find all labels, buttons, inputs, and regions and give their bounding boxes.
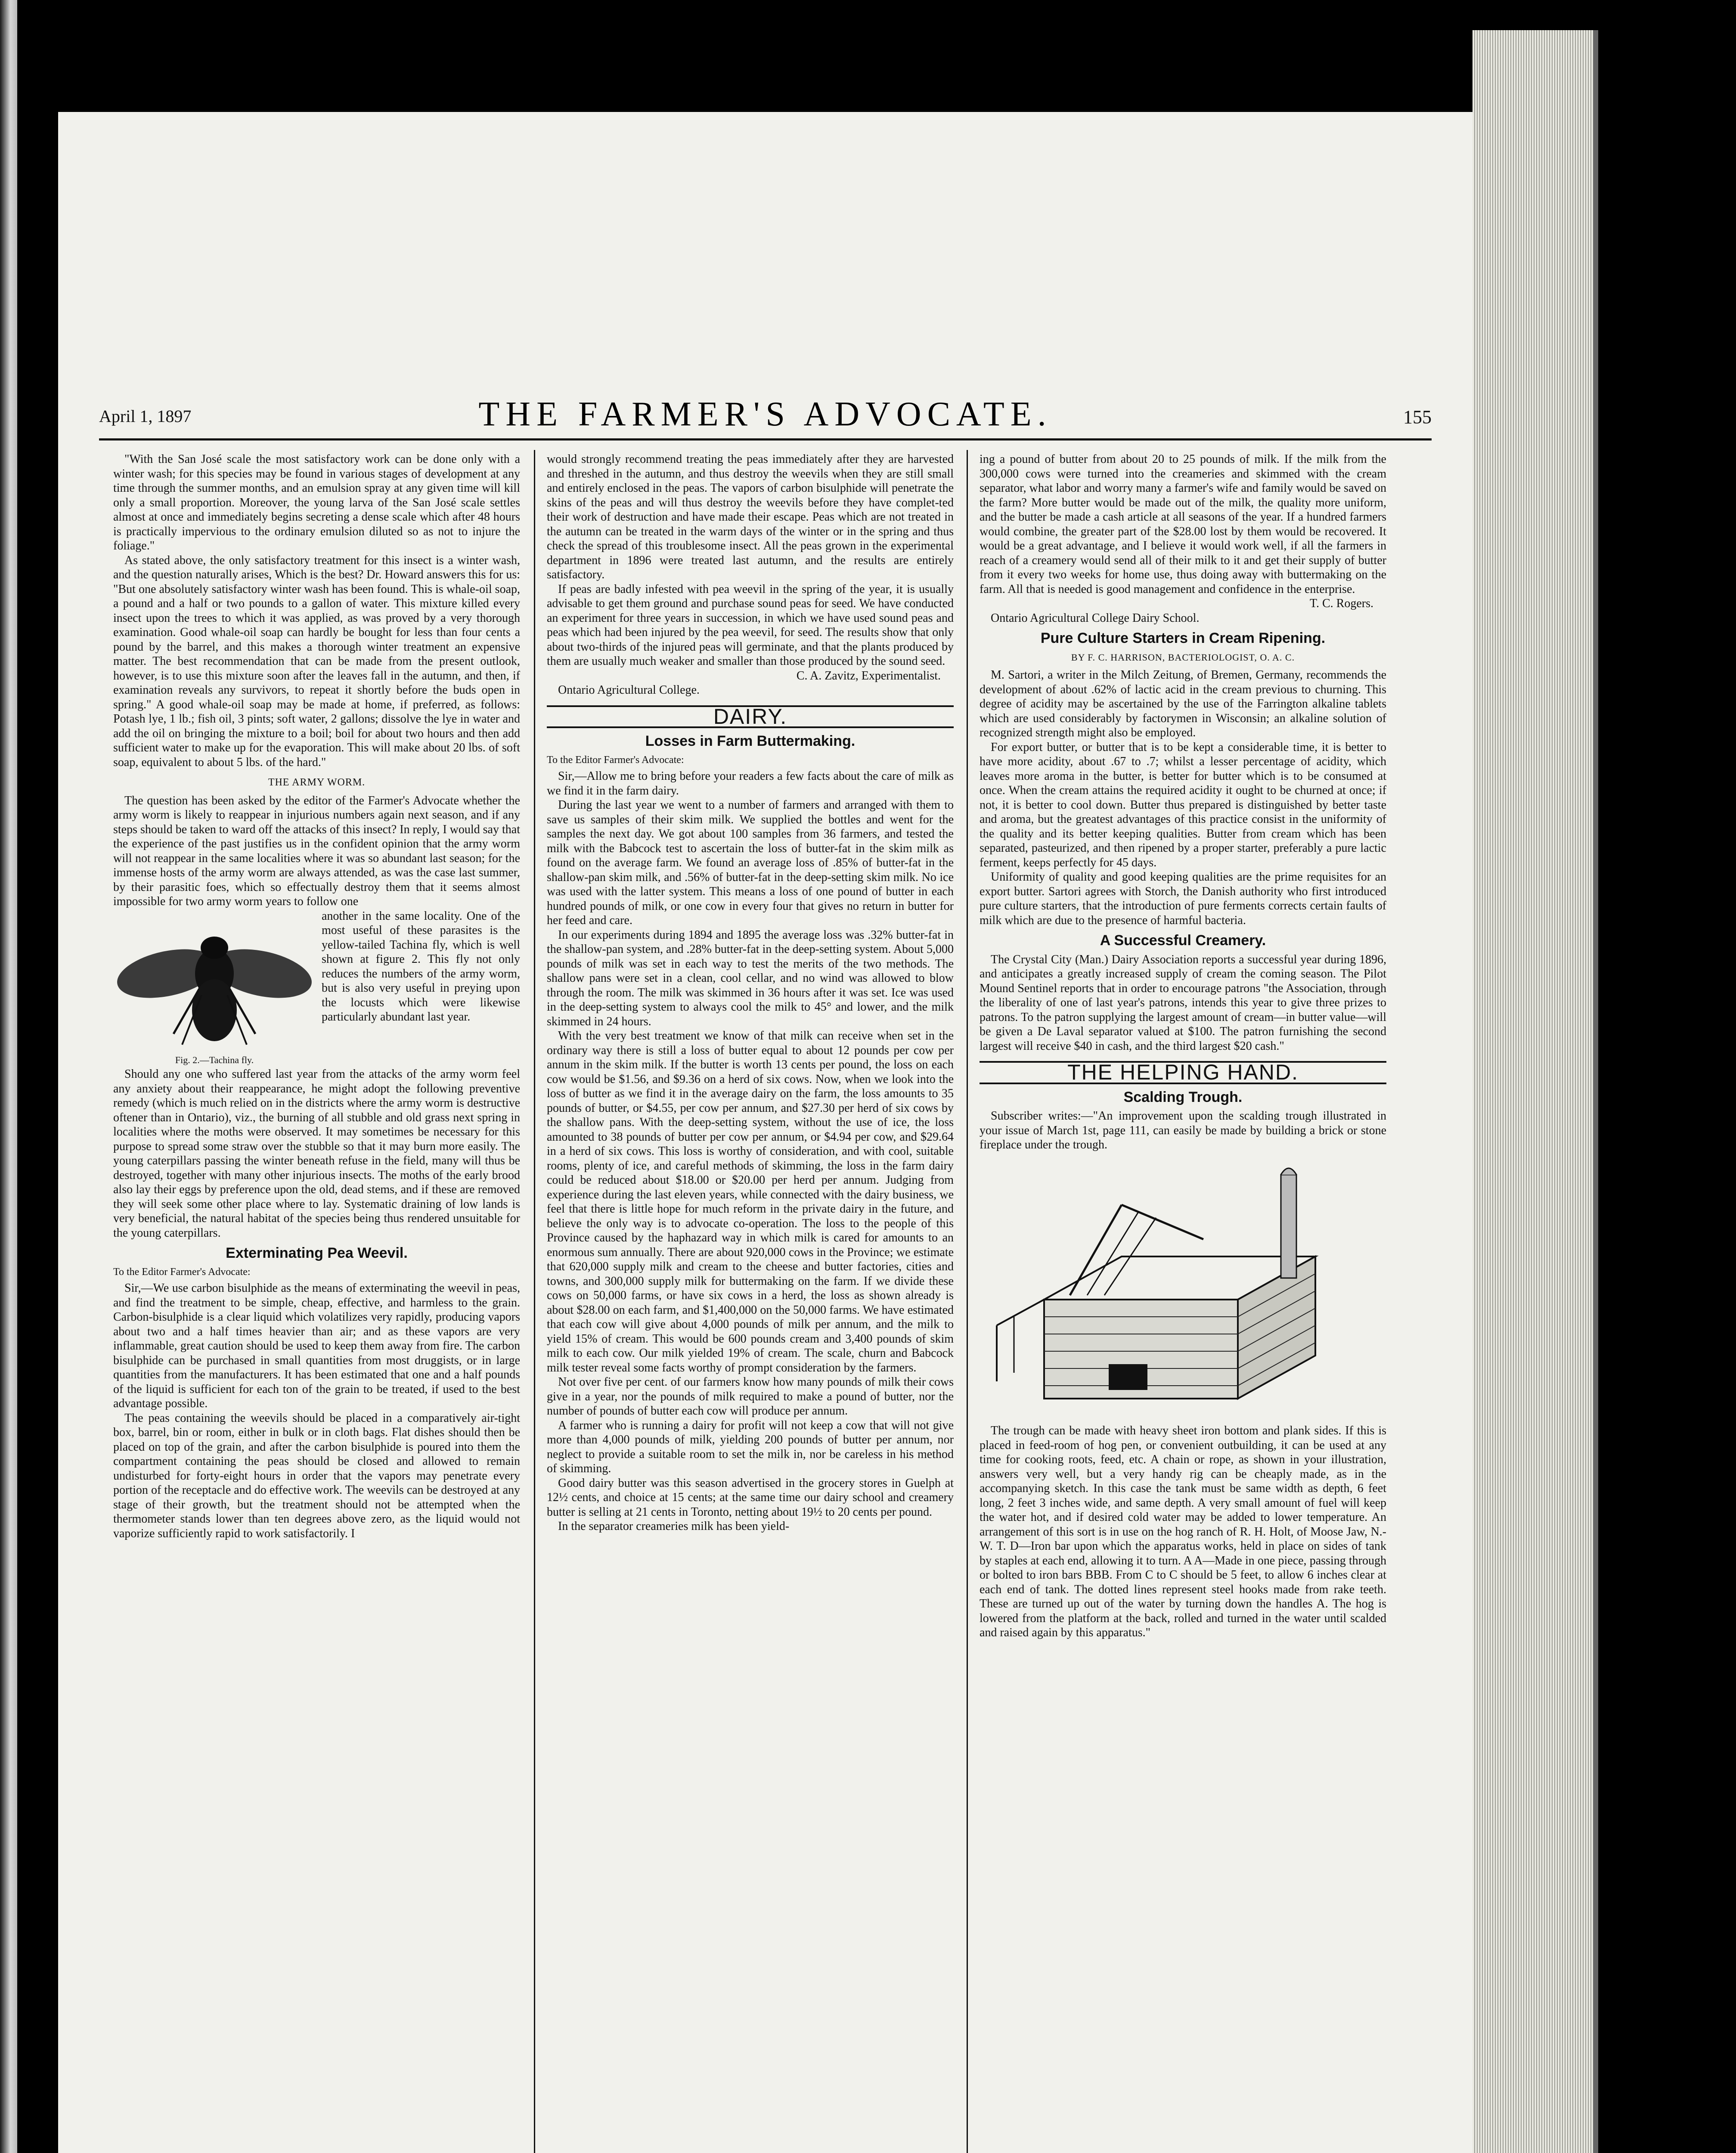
san-jose-quote: "With the San José scale the most satisfactory work can be done only with a winter wash; for this species may be found in various stages of development at any time through the summer months, and an emulsion spray at any given time will kill only a small proportion. Moreover, the young larva of the San José scale settles almost at once and immediately begins secreting a dense scale which after 48 hours is practically impervious to the ordinary emulsion diluted so as not to injure the foliage." [113,453,520,552]
pea-weevil-salutation: To the Editor Farmer's Advocate: [113,1266,251,1278]
losses-paragraph-5: Not over five per cent. of our farmers know how many pounds of milk their cows give in a year, nor the pounds of milk required to make a pound of butter, nor the number of pounds of butter each cow will produce per annum. [547,1375,954,1418]
starters-heading: Pure Culture Starters in Cream Ripening. [1040,630,1326,646]
rogers-signature: T. C. Rogers. [1309,597,1373,610]
column-1 [113,452,520,1541]
masthead-rule [99,438,1432,441]
book-edge [1593,30,1598,2153]
rogers-affiliation: Ontario Agricultural College Dairy School. [991,611,1200,625]
losses-paragraph-2: During the last year we went to a number of farmers and arranged with them to save us samples of their skim milk. We supplied the bottles and went for the samples the next day. We got about 100 samples from 36 farmers, and tested the milk with the Babcock test to ascertain the loss of butter-fat in the skim milk as found on the average farm. We found an average loss of .85% of butter-fat in the shallow-pan skim milk, and .56% of butter-fat in the deep-setting skim milk. No ice was used with the latter system. This means a loss of one pound of butter in each hundred pounds of milk, or one cow in every four that gives no return in butter for her feed and care. [547,798,954,927]
army-worm-remedy-paragraph: Should any one who suffered last year from the attacks of the army worm feel any anxiety about their reappearance, he might adopt the following preventive remedy (which is much relied on in the districts where the army worm is destructive oftener than in Ontario), viz., the burning of all stubble and old grass next spring in localities where the moths were observed. It may sometimes be necessary for this purpose to spread some straw over the stubble so that it may burn more easily. The young caterpillars passing the winter beneath refuse in the field, many will thus be destroyed, together with many other injurious insects. The moths of the early brood also lay their eggs by preference upon the old, dead stems, and if these are removed they will seek some other place where to lay. Systematic draining of low lands is very beneficial, the natural habitat of the species being thus rendered unsuitable for the young caterpillars. [113,1067,520,1240]
masthead [99,395,1432,433]
starters-paragraph-2: For export butter, or butter that is to be kept a considerable time, it is better to have more acidity, about .67 to .7; whilst a lesser percentage of acidity, which leaves more aroma in the butter, is better for butter which is to be consumed at once. When the cream attains the required acidity it ought to be churned at once; if not, it is better to cool down. Butter thus prepared is distinguished by better taste and aroma, but the greatest advantages of this practice consist in the uniformity of the quality and its better keeping qualities. Butter from cream which has been separated, pasteurized, and then ripened by a proper starter, preferably a pure lactic ferment, keeps perfectly for 45 days. [980,740,1386,869]
zavitz-signature: C. A. Zavitz, Experimentalist. [796,669,941,683]
pea-weevil-paragraph-1: Sir,—We use carbon bisulphide as the means of exterminating the weevil in peas, and find the treatment to be simple, cheap, effective, and harmless to the grain. Carbon-bisulphide is a clear liquid which volatilizes very rapidly, producing vapors about two and a half times heavier than air; and as these vapors are very inflammable, great caution should be used to keep them away from fire. The carbon bisulphide can be purchased in small quantities from most druggists, or in large quantities from the manufacturers. It has been estimated that one and a half pounds of the liquid is sufficient for each ton of the grain to be treated, if used to the best advantage possible. [113,1281,520,1410]
trough-paragraph-2: The trough can be made with heavy sheet iron bottom and plank sides. If this is placed in feed-room of hog pen, or convenient outbuilding, it can be used at any time for cooking roots, feed, etc. A chain or rope, as shown in your illustration, answers very well, but a very handy rig can be cheaply made, as in the accompanying sketch. In this case the tank must be same width as depth, 6 feet long, 2 feet 3 inches wide, and same depth. A very small amount of fuel will keep the water hot, and if desired cold water may be added to lower temperature. An arrangement of this sort is in use on the hog ranch of R. H. Holt, of Moose Jaw, N.-W. T. D—Iron bar upon which the apparatus works, held in place on sides of tank by staples at each end, allowing it to turn. A A—Made in one piece, passing through or bolted to iron bars BBB. From C to C should be 5 feet, to allow 6 inches clear at each end of tank. The dotted lines represent steel hooks made from rake teeth. These are turned up out of the water by turning down the handles A. The hog is lowered from the platform at the back, rolled and turned in the water until scalded and raised again by this apparatus." [980,1424,1386,1639]
dairy-section-header: DAIRY. [547,705,954,729]
losses-paragraph-8: In the separator creameries milk has been yield- [558,1520,790,1533]
column-2 [547,452,954,1534]
losses-salutation: To the Editor Farmer's Advocate: [547,754,684,766]
starters-paragraph-3: Uniformity of quality and good keeping qualities are the prime requisites for an export butter. Sartori agrees with Storch, the Danish authority who first introduced pure culture starters, that the introduction of pure ferments corrects certain faults of milk which are due to the presence of harmful bacteria. [980,870,1386,927]
losses-paragraph-7: Good dairy butter was this season advertised in the grocery stores in Guelph at 12½ cents, and choice at 15 cents; at the same time our dairy school and creamery butter is selling at 21 cents in Toronto, netting about 19½ to 20 cents per pound. [547,1476,954,1519]
losses-paragraph-6: A farmer who is running a dairy for profit will not keep a cow that will not give more than 4,000 pounds of milk, yielding 200 pounds of butter per annum, nor neglect to provide a suitable room to set the milk in, nor be careless in his method of skimming. [547,1418,954,1475]
creamery-paragraph: The Crystal City (Man.) Dairy Association reports a successful year during 1896, and anticipates a greatly increased supply of cream the coming season. The Pilot Mound Sentinel reports that in order to encourage patrons "the Association, through the liberality of one of last year's patrons, intends this year to give three prizes to patrons. To the patron supplying the largest amount of cream—in butter value—will be given a De Laval separator valued at $100. The patron furnishing the second largest will receive $40 in cash, and the third largest $20 cash." [980,952,1386,1053]
pea-weevil-paragraph-2: The peas containing the weevils should be placed in a comparatively air-tight box, barrel, bin or room, either in bulk or in cloth bags. Flat dishes should then be placed on top of the grain, and after the carbon bisulphide is poured into them the compartment containing the peas should be closed and allowed to remain undisturbed for forty-eight hours in order that the vapors may penetrate every portion of the receptacle and do effective work. The weevils can be destroyed at any stage of their growth, but the treatment should not be attempted when the thermometer stands lower than ten degrees above zero, as the liquid would not vaporize sufficiently rapid to work satisfactorily. I [113,1411,520,1540]
page-number: 155 [1403,406,1432,428]
tachina-fly-illustration [113,909,316,1051]
newspaper-page [58,112,1472,2153]
pea-weevil-heading: Exterminating Pea Weevil. [226,1245,408,1261]
losses-paragraph-1: Sir,—Allow me to bring before your readers a few facts about the care of milk as we find it in the farm dairy. [547,769,954,797]
column-rule-1 [534,450,535,2153]
creamery-heading: A Successful Creamery. [1100,932,1266,949]
newspaper-title: THE FARMER'S ADVOCATE. [478,395,1052,433]
trough-heading: Scalding Trough. [1123,1089,1243,1105]
winter-wash-paragraph: As stated above, the only satisfactory treatment for this insect is a winter wash, and the question naturally arises, Which is the best? Dr. Howard answers this for us: "But one absolutely satisfactory winter wash has been found. This is whale-oil soap, a pound and a half or two pounds to a gallon of water. This mixture killed every insect upon the trees to which it was applied, as was proved by a very thorough examination. Good whale-oil soap can hardly be bought for less than four cents a pound by the barrel, and this makes a thorough winter treatment an expensive matter. The best recommendation that can be made from the present outlook, however, is to use this mixture soon after the leaves fall in the autumn, and then, if examination reveals any survivors, to repeat it shortly before the buds open in spring." A good whale-oil soap may be made at home, if preferred, as follows: Potash lye, 1 lb.; fish oil, 3 pints; soft water, 2 gallons; dissolve the lye in water and add the oil on bringing the mixture to a boil; boil for about two hours and then add sufficient water to make up for the evaporation. This will make about 20 lbs. of soft soap, equivalent to about 5 lbs. of the hard." [113,553,520,769]
starters-byline: BY F. C. HARRISON, BACTERIOLOGIST, O. A. C. [1071,651,1295,663]
column-rule-2 [967,450,968,2153]
army-worm-paragraph: The question has been asked by the editor of the Farmer's Advocate whether the army worm is likely to reappear in injurious numbers again next season, and if any steps should be taken to ward off the attacks of this insect? In reply, I would say that the experience of the past justifies us in the confident opinion that the army worm will not reappear in the same localities where it was so abundant last season; for the immense hosts of the army worm are always attended, as was the case last summer, by their parasitic foes, which so effectually destroy them that it seems almost impossible for two army worm years to follow one [113,794,520,908]
column-3 [980,452,1386,1640]
figure-wrap [113,909,520,1067]
figure-wrap-text: another in the same locality. One of the most useful of these parasites is the yellow-tailed Tachina fly, which is well shown at figure 2. This fly not only reduces the numbers of the army worm, but is also very useful in preying upon the locusts which were likewise particularly abundant last year. [322,909,520,1024]
losses-paragraph-3: In our experiments during 1894 and 1895 the average loss was .32% butter-fat in the shallow-pan system, and .28% butter-fat in the deep-setting system. About 5,000 pounds of milk was set in each way to test the merits of the two methods. The shallow pans were set in a clean, cool cellar, and no wind was allowed to blow through the room. The milk was skimmed in 36 hours after it was set. Ice was used in the deep-setting system to always cool the milk to 45° and lower, and the milk skimmed in 24 hours. [547,928,954,1028]
army-worm-heading: THE ARMY WORM. [268,777,366,788]
pea-weevil-continued-2: If peas are badly infested with pea weevil in the spring of the year, it is usually advisable to get them ground and purchase sound peas for seed. We have conducted an experiment for three years in succession, in which we have used sound peas and peas which had been injured by the pea weevil, for seed. The results show that only about two-thirds of the injured peas will germinate, and that the plants produced by them are usually much weaker and smaller than those produced by the sound seed. [547,582,954,668]
page-stack-edge [1472,30,1593,2153]
tachina-fly-figure [113,909,316,1067]
losses-paragraph-4: With the very best treatment we know of that milk can receive when set in the ordinary way there is still a loss of butter equal to about 12 pounds per cow per annum in the skim milk. If the butter is worth 13 cents per pound, the loss on each cow would be $1.56, and $9.36 on a herd of six cows. Now, when we look into the loss of butter as we find it in the average dairy on the farm, the loss amounts to 35 pounds of butter, or $4.55, per cow per annum, and $27.30 per herd of six cows by the shallow pans. With the deep-setting system, without the use of ice, the loss amounted to 38 pounds of butter per cow per annum, or $4.94 per cow, and $29.64 in a herd of six cows. This loss is worthy of consideration, and with cool, suitable rooms, plenty of ice, and careful methods of skimming, the loss in the farm dairy could be reduced about $18.00 or $20.00 per herd per annum. Judging from experience during the last eleven years, while connected with the dairy business, we feel that there is little hope for much reform in the private dairy in the future, and believe the only way is to advocate co-operation. The loss to the people of this Province caused by the haphazard way in which milk is cared for amounts to an enormous sum annually. There are about 920,000 cows in the Province; we estimate that 620,000 supply milk and cream to the cheese and butter factories, cities and towns, and 300,000 supply milk for buttermaking on the farm. If we divide these cows on 50,000 farms, or have six cows in a herd, the loss as shown already is about $28.00 on each farm, and $1,400,000 on the 50,000 farms. We have estimated that each cow will give about 4,000 pounds of milk per annum, and the milk to yield 15% of cream. This would be 600 pounds cream and 3,400 pounds of skim milk to each cow. Our milk yielded 19% of cream. The scale, churn and Babcock milk tester reveal some facts worthy of prompt consideration by the farmers. [547,1029,954,1374]
helping-hand-section-header: THE HELPING HAND. [980,1061,1386,1084]
zavitz-affiliation: Ontario Agricultural College. [558,683,700,697]
starters-paragraph-1: M. Sartori, a writer in the Milch Zeitung, of Bremen, Germany, recommends the development of about .62% of lactic acid in the cream previous to churning. This degree of acidity may be ascertained by the use of the Farrington alkaline tablets which are used considerably by factorymen in Wisconsin; an alkaline solution of recognized strength might also be employed. [980,668,1386,739]
issue-date: April 1, 1897 [99,406,192,426]
scalding-trough-illustration [980,1157,1386,1416]
scalding-trough-figure [980,1157,1386,1420]
left-binding-edge [0,0,17,2153]
losses-continued: ing a pound of butter from about 20 to 25 pounds of milk. If the milk from the 300,000 cows were turned into the creameries and skimmed with the cream separator, what labor and worry many a farmer's wife and family would be saved on the farm? More butter would be made out of the milk, the quality more uniform, and the butter be made a cash article at all seasons of the year. If a hundred farmers would combine, the greater part of the $28.00 lost by them would be recovered. It would be a great advantage, and I believe it would work well, if all the farmers in reach of a creamery would send all of their milk to it and get their supply of butter from it every two weeks for home use, thus doing away with buttermaking on the farm. All that is needed is good management and confidence in the enterprise. [980,453,1386,596]
trough-paragraph-1: Subscriber writes:—"An improvement upon the scalding trough illustrated in your issue of March 1st, page 111, can easily be made by building a brick or stone fireplace under the trough. [980,1109,1386,1151]
pea-weevil-continued-1: would strongly recommend treating the peas immediately after they are harvested and threshed in the autumn, and thus destroy the weevils when they are still small and entirely enclosed in the peas. The vapors of carbon bisulphide will penetrate the skins of the peas and will thus destroy the weevils before they have complet-ted their work of destruction and have made their escape. Peas which are not treated in the autumn can be treated in the warm days of the winter or in the spring and thus check the spread of this troublesome insect. All the peas grown in the experimental department in 1896 were treated last autumn, and the results are entirely satisfactory. [547,453,954,581]
losses-heading: Losses in Farm Buttermaking. [645,733,856,749]
figure-caption: Fig. 2.—Tachina fly. [175,1054,254,1065]
